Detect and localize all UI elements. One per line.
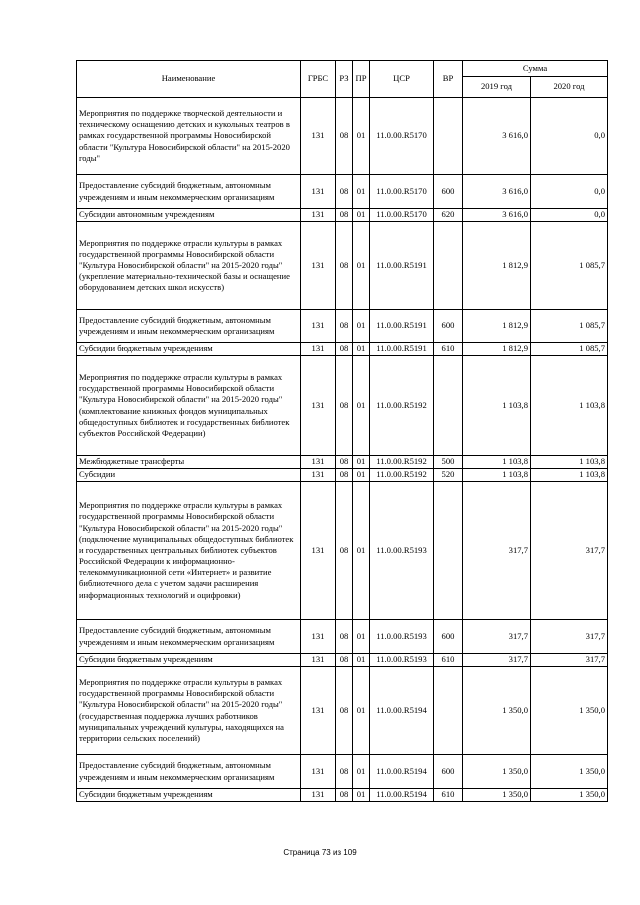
row-csr: 11.0.00.R5193: [370, 482, 434, 620]
row-sum-2019: 317,7: [463, 482, 531, 620]
row-rz: 08: [336, 98, 353, 175]
row-sum-2020: 1 103,8: [531, 469, 608, 482]
row-csr: 11.0.00.R5191: [370, 343, 434, 356]
header-grbs: ГРБС: [301, 61, 336, 98]
row-csr: 11.0.00.R5170: [370, 175, 434, 209]
row-rz: 08: [336, 620, 353, 654]
row-rz: 08: [336, 310, 353, 343]
row-sum-2020: 1 085,7: [531, 222, 608, 310]
row-sum-2020: 317,7: [531, 620, 608, 654]
row-vr: [434, 482, 463, 620]
row-pr: 01: [353, 175, 370, 209]
row-vr: [434, 98, 463, 175]
row-grbs: 131: [301, 482, 336, 620]
row-vr: 620: [434, 209, 463, 222]
row-grbs: 131: [301, 343, 336, 356]
row-sum-2019: 1 103,8: [463, 456, 531, 469]
table-row: [77, 620, 608, 654]
row-rz: 08: [336, 343, 353, 356]
row-sum-2019: 3 616,0: [463, 209, 531, 222]
row-grbs: 131: [301, 654, 336, 667]
row-rz: 08: [336, 356, 353, 456]
row-vr: 500: [434, 456, 463, 469]
header-name: Наименование: [77, 61, 301, 98]
row-sum-2020: 317,7: [531, 482, 608, 620]
row-sum-2019: 317,7: [463, 654, 531, 667]
row-rz: 08: [336, 667, 353, 755]
row-vr: [434, 222, 463, 310]
row-vr: 520: [434, 469, 463, 482]
header-pr: ПР: [353, 61, 370, 98]
row-grbs: 131: [301, 469, 336, 482]
row-vr: [434, 356, 463, 456]
row-pr: 01: [353, 222, 370, 310]
row-rz: 08: [336, 209, 353, 222]
row-pr: 01: [353, 456, 370, 469]
row-rz: 08: [336, 654, 353, 667]
row-grbs: 131: [301, 222, 336, 310]
row-vr: 600: [434, 755, 463, 789]
row-sum-2020: 1 350,0: [531, 667, 608, 755]
table-row: [77, 175, 608, 209]
row-name: Межбюджетные трансферты: [77, 456, 301, 469]
row-name: Мероприятия по поддержке отрасли культуры в рамках государственной программы Новосибирской области "Культура Новосибирской области" на 2015-2020 годы" (укрепление материально-технической базы и оснащение оборудованием детских школ искусств): [77, 222, 301, 310]
table-row: [77, 209, 608, 222]
row-rz: 08: [336, 175, 353, 209]
table-row: [77, 667, 608, 755]
row-grbs: 131: [301, 456, 336, 469]
row-sum-2019: 1 103,8: [463, 356, 531, 456]
row-sum-2019: 1 350,0: [463, 789, 531, 802]
budget-table: [76, 60, 608, 802]
row-grbs: 131: [301, 620, 336, 654]
row-name: Субсидии: [77, 469, 301, 482]
row-vr: 600: [434, 175, 463, 209]
row-sum-2020: 1 350,0: [531, 755, 608, 789]
table-row: [77, 755, 608, 789]
row-name: Предоставление субсидий бюджетным, автономным учреждениям и иным некоммерческим организациям: [77, 175, 301, 209]
row-name: Предоставление субсидий бюджетным, автономным учреждениям и иным некоммерческим организациям: [77, 310, 301, 343]
row-name: Мероприятия по поддержке отрасли культуры в рамках государственной программы Новосибирской области "Культура Новосибирской области" на 2015-2020 годы" (комплектование книжных фондов муниципальных общедоступных библиотек и государственных библиотек субъектов Российской Федерации): [77, 356, 301, 456]
row-name: Субсидии бюджетным учреждениям: [77, 789, 301, 802]
row-pr: 01: [353, 356, 370, 456]
row-rz: 08: [336, 469, 353, 482]
row-rz: 08: [336, 482, 353, 620]
row-rz: 08: [336, 755, 353, 789]
row-csr: 11.0.00.R5191: [370, 310, 434, 343]
row-grbs: 131: [301, 98, 336, 175]
table-row: [77, 482, 608, 620]
row-pr: 01: [353, 755, 370, 789]
row-sum-2020: 1 085,7: [531, 310, 608, 343]
row-name: Мероприятия по поддержке отрасли культуры в рамках государственной программы Новосибирской области "Культура Новосибирской области" на 2015-2020 годы" (государственная поддержка лучших работников муниципальных учреждений культуры, находящихся на территории сельских поселений): [77, 667, 301, 755]
table-row: [77, 343, 608, 356]
row-csr: 11.0.00.R5192: [370, 456, 434, 469]
row-vr: [434, 667, 463, 755]
row-sum-2019: 317,7: [463, 620, 531, 654]
row-grbs: 131: [301, 175, 336, 209]
row-pr: 01: [353, 98, 370, 175]
header-vr: ВР: [434, 61, 463, 98]
row-grbs: 131: [301, 755, 336, 789]
row-name: Предоставление субсидий бюджетным, автономным учреждениям и иным некоммерческим организациям: [77, 755, 301, 789]
row-sum-2019: 1 103,8: [463, 469, 531, 482]
table-row: [77, 789, 608, 802]
page-number: Страница 73 из 109: [283, 848, 357, 857]
table-row: [77, 456, 608, 469]
row-grbs: 131: [301, 209, 336, 222]
row-sum-2019: 1 350,0: [463, 667, 531, 755]
row-csr: 11.0.00.R5194: [370, 667, 434, 755]
row-sum-2019: 1 812,9: [463, 222, 531, 310]
row-csr: 11.0.00.R5192: [370, 469, 434, 482]
table-row: [77, 222, 608, 310]
row-name: Мероприятия по поддержке творческой деятельности и техническому оснащению детских и кукольных театров в рамках государственной программы Новосибирской области "Культура Новосибирской области" на 2015-2020 годы": [77, 98, 301, 175]
row-pr: 01: [353, 654, 370, 667]
table-row: [77, 469, 608, 482]
row-sum-2020: 0,0: [531, 175, 608, 209]
row-pr: 01: [353, 343, 370, 356]
row-name: Субсидии бюджетным учреждениям: [77, 654, 301, 667]
row-grbs: 131: [301, 667, 336, 755]
row-pr: 01: [353, 469, 370, 482]
row-vr: 610: [434, 343, 463, 356]
row-name: Субсидии бюджетным учреждениям: [77, 343, 301, 356]
row-vr: 600: [434, 620, 463, 654]
row-pr: 01: [353, 482, 370, 620]
row-sum-2020: 0,0: [531, 98, 608, 175]
row-grbs: 131: [301, 356, 336, 456]
row-name: Субсидии автономным учреждениям: [77, 209, 301, 222]
row-csr: 11.0.00.R5193: [370, 654, 434, 667]
row-grbs: 131: [301, 310, 336, 343]
header-sum: Сумма: [463, 61, 608, 77]
row-rz: 08: [336, 222, 353, 310]
table-row: [77, 654, 608, 667]
table-row: [77, 356, 608, 456]
row-rz: 08: [336, 456, 353, 469]
row-sum-2020: 1 350,0: [531, 789, 608, 802]
row-pr: 01: [353, 209, 370, 222]
row-sum-2020: 317,7: [531, 654, 608, 667]
row-csr: 11.0.00.R5170: [370, 98, 434, 175]
row-csr: 11.0.00.R5192: [370, 356, 434, 456]
row-csr: 11.0.00.R5194: [370, 755, 434, 789]
header-year-2020: 2020 год: [531, 77, 608, 98]
row-sum-2019: 3 616,0: [463, 175, 531, 209]
table-row: [77, 310, 608, 343]
row-name: Мероприятия по поддержке отрасли культуры в рамках государственной программы Новосибирской области "Культура Новосибирской области" на 2015-2020 годы" (подключение муниципальных общедоступных библиотек и государственных центральных библиотек субъектов Российской Федерации к информационно-телекоммуникационной сети «Интернет» и развитие библиотечного дела с учетом задачи расширения информационных технологий и оцифровки): [77, 482, 301, 620]
row-sum-2019: 1 812,9: [463, 343, 531, 356]
row-pr: 01: [353, 789, 370, 802]
row-pr: 01: [353, 620, 370, 654]
row-name: Предоставление субсидий бюджетным, автономным учреждениям и иным некоммерческим организациям: [77, 620, 301, 654]
header-row: [77, 61, 608, 77]
row-sum-2019: 1 812,9: [463, 310, 531, 343]
row-csr: 11.0.00.R5193: [370, 620, 434, 654]
row-pr: 01: [353, 667, 370, 755]
row-rz: 08: [336, 789, 353, 802]
row-vr: 610: [434, 654, 463, 667]
table-body: [77, 98, 608, 802]
row-grbs: 131: [301, 789, 336, 802]
row-csr: 11.0.00.R5194: [370, 789, 434, 802]
row-sum-2020: 1 085,7: [531, 343, 608, 356]
row-csr: 11.0.00.R5191: [370, 222, 434, 310]
row-csr: 11.0.00.R5170: [370, 209, 434, 222]
row-pr: 01: [353, 310, 370, 343]
row-vr: 600: [434, 310, 463, 343]
row-vr: 610: [434, 789, 463, 802]
row-sum-2020: 1 103,8: [531, 456, 608, 469]
header-rz: РЗ: [336, 61, 353, 98]
row-sum-2020: 0,0: [531, 209, 608, 222]
row-sum-2020: 1 103,8: [531, 356, 608, 456]
row-sum-2019: 1 350,0: [463, 755, 531, 789]
table-row: [77, 98, 608, 175]
header-year-2019: 2019 год: [463, 77, 531, 98]
header-csr: ЦСР: [370, 61, 434, 98]
row-sum-2019: 3 616,0: [463, 98, 531, 175]
